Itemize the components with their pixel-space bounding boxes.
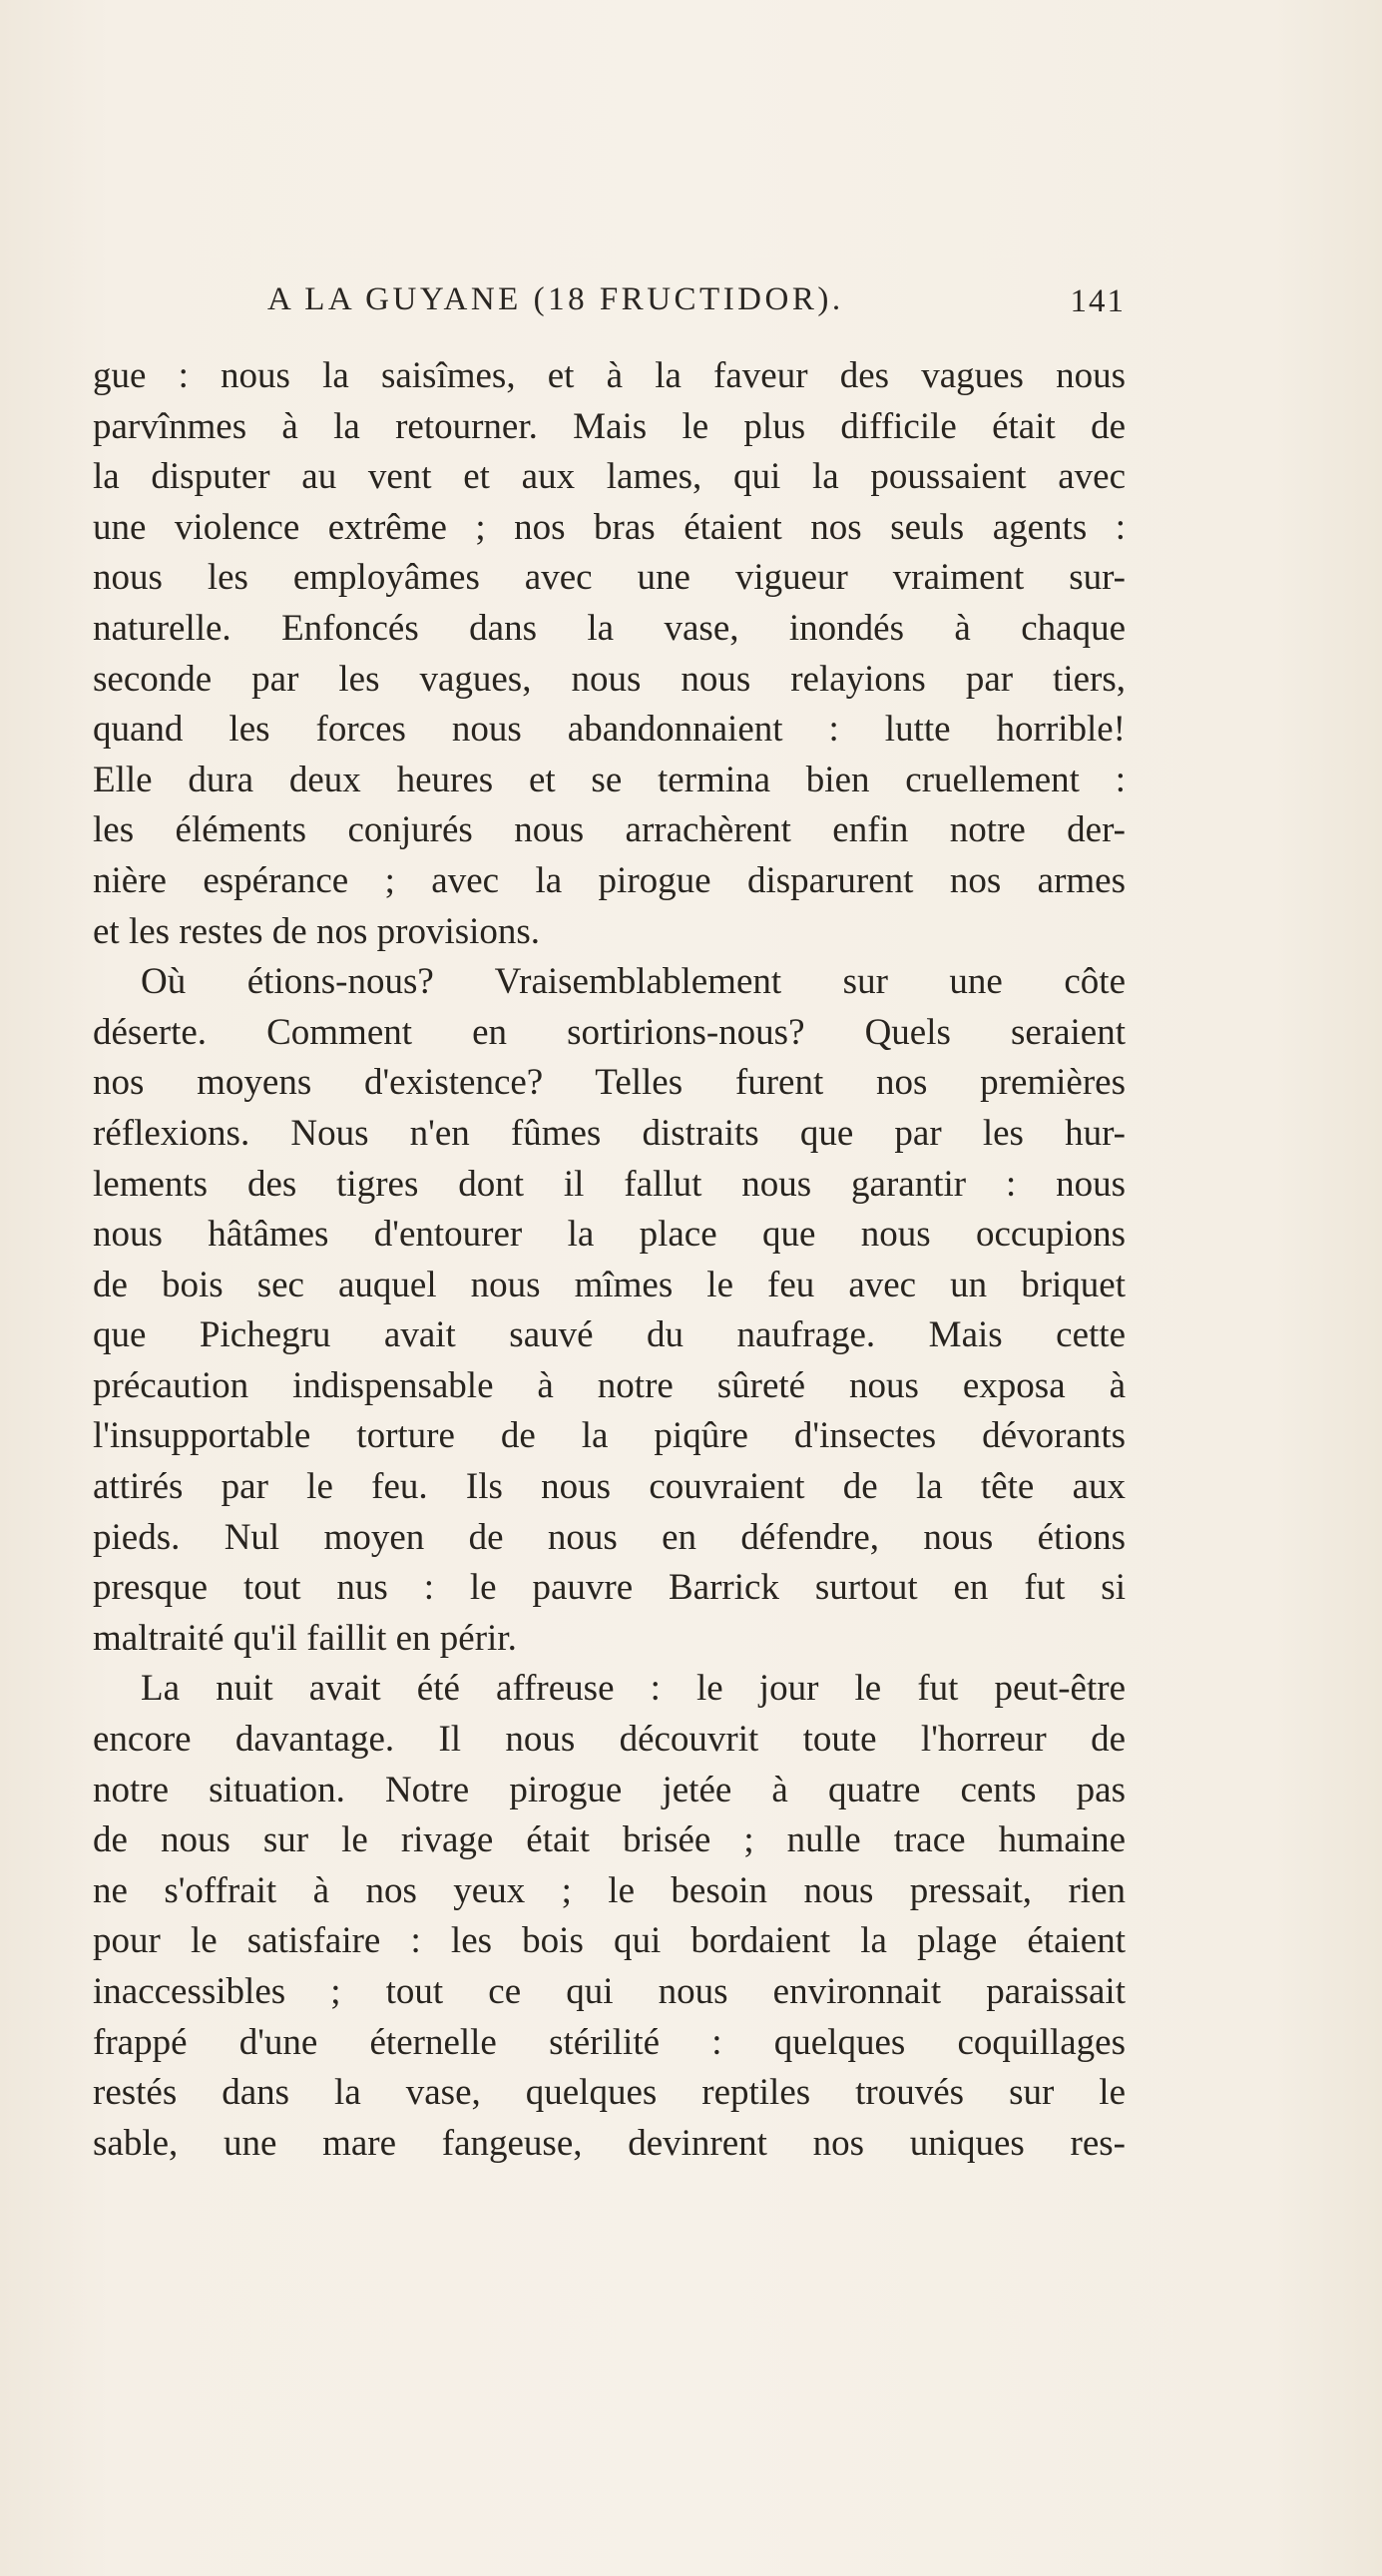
text-line: précaution indispensable à notre sûreté nous exposa à (93, 1364, 1126, 1406)
text-line: ne s'offrait à nos yeux ; le besoin nous pressait, rien (93, 1869, 1126, 1911)
text-line: Elle dura deux heures et se termina bien cruellement : (93, 759, 1126, 800)
text-line: inaccessibles ; tout ce qui nous environnait paraissait (93, 1971, 1126, 2012)
text-line: nous les employâmes avec une vigueur vraiment sur- (93, 557, 1126, 599)
text-line: seconde par les vagues, nous nous relayions par tiers, (93, 658, 1126, 700)
text-line: nière espérance ; avec la pirogue disparurent nos armes (93, 859, 1126, 901)
text-line: nos moyens d'existence? Telles furent nos premières (93, 1062, 1126, 1104)
text-line: quand les forces nous abandonnaient : lutte horrible! (93, 709, 1126, 751)
text-line: lements des tigres dont il fallut nous garantir : nous (93, 1163, 1126, 1205)
text-line: notre situation. Notre pirogue jetée à quatre cents pas (93, 1769, 1126, 1810)
text-line: frappé d'une éternelle stérilité : quelques coquillages (93, 2021, 1126, 2063)
text-line: presque tout nus : le pauvre Barrick surtout en fut si (93, 1567, 1126, 1609)
paragraph-start-line: La nuit avait été affreuse : le jour le fut peut-être (141, 1668, 1126, 1710)
text-line: de nous sur le rivage était brisée ; nulle trace humaine (93, 1819, 1126, 1861)
text-line: gue : nous la saisîmes, et à la faveur des vagues nous (93, 355, 1126, 396)
text-line: nous hâtâmes d'entourer la place que nous occupions (93, 1214, 1126, 1256)
text-line: pour le satisfaire : les bois qui bordaient la plage étaient (93, 1920, 1126, 1962)
body-text (93, 351, 1126, 2169)
text-line: déserte. Comment en sortirions-nous? Quels seraient (93, 1011, 1126, 1053)
text-line: que Pichegru avait sauvé du naufrage. Mais cette (93, 1314, 1126, 1356)
text-line: maltraité qu'il faillit en périr. (93, 1617, 517, 1659)
text-line: de bois sec auquel nous mîmes le feu avec un briquet (93, 1264, 1126, 1305)
text-line: sable, une mare fangeuse, devinrent nos uniques res- (93, 2122, 1126, 2164)
text-line: la disputer au vent et aux lames, qui la poussaient avec (93, 456, 1126, 498)
text-line: et les restes de nos provisions. (93, 910, 541, 952)
text-line: parvînmes à la retourner. Mais le plus difficile était de (93, 405, 1126, 447)
running-head: A LA GUYANE (18 FRUCTIDOR). (267, 281, 844, 317)
text-line: restés dans la vase, quelques reptiles trouvés sur le (93, 2072, 1126, 2114)
text-line: attirés par le feu. Ils nous couvraient de la tête aux (93, 1466, 1126, 1508)
text-line: les éléments conjurés nous arrachèrent enfin notre der- (93, 809, 1126, 851)
text-line: réflexions. Nous n'en fûmes distraits que par les hur- (93, 1112, 1126, 1154)
text-line: naturelle. Enfoncés dans la vase, inondés à chaque (93, 607, 1126, 649)
text-line: l'insupportable torture de la piqûre d'insectes dévorants (93, 1415, 1126, 1457)
text-line: encore davantage. Il nous découvrit toute l'horreur de (93, 1719, 1126, 1761)
page-header (267, 281, 1126, 331)
text-line: pieds. Nul moyen de nous en défendre, nous étions (93, 1516, 1126, 1558)
page-number: 141 (1070, 283, 1126, 319)
paragraph-start-line: Où étions-nous? Vraisemblablement sur une côte (141, 961, 1126, 1003)
text-line: une violence extrême ; nos bras étaient nos seuls agents : (93, 506, 1126, 548)
